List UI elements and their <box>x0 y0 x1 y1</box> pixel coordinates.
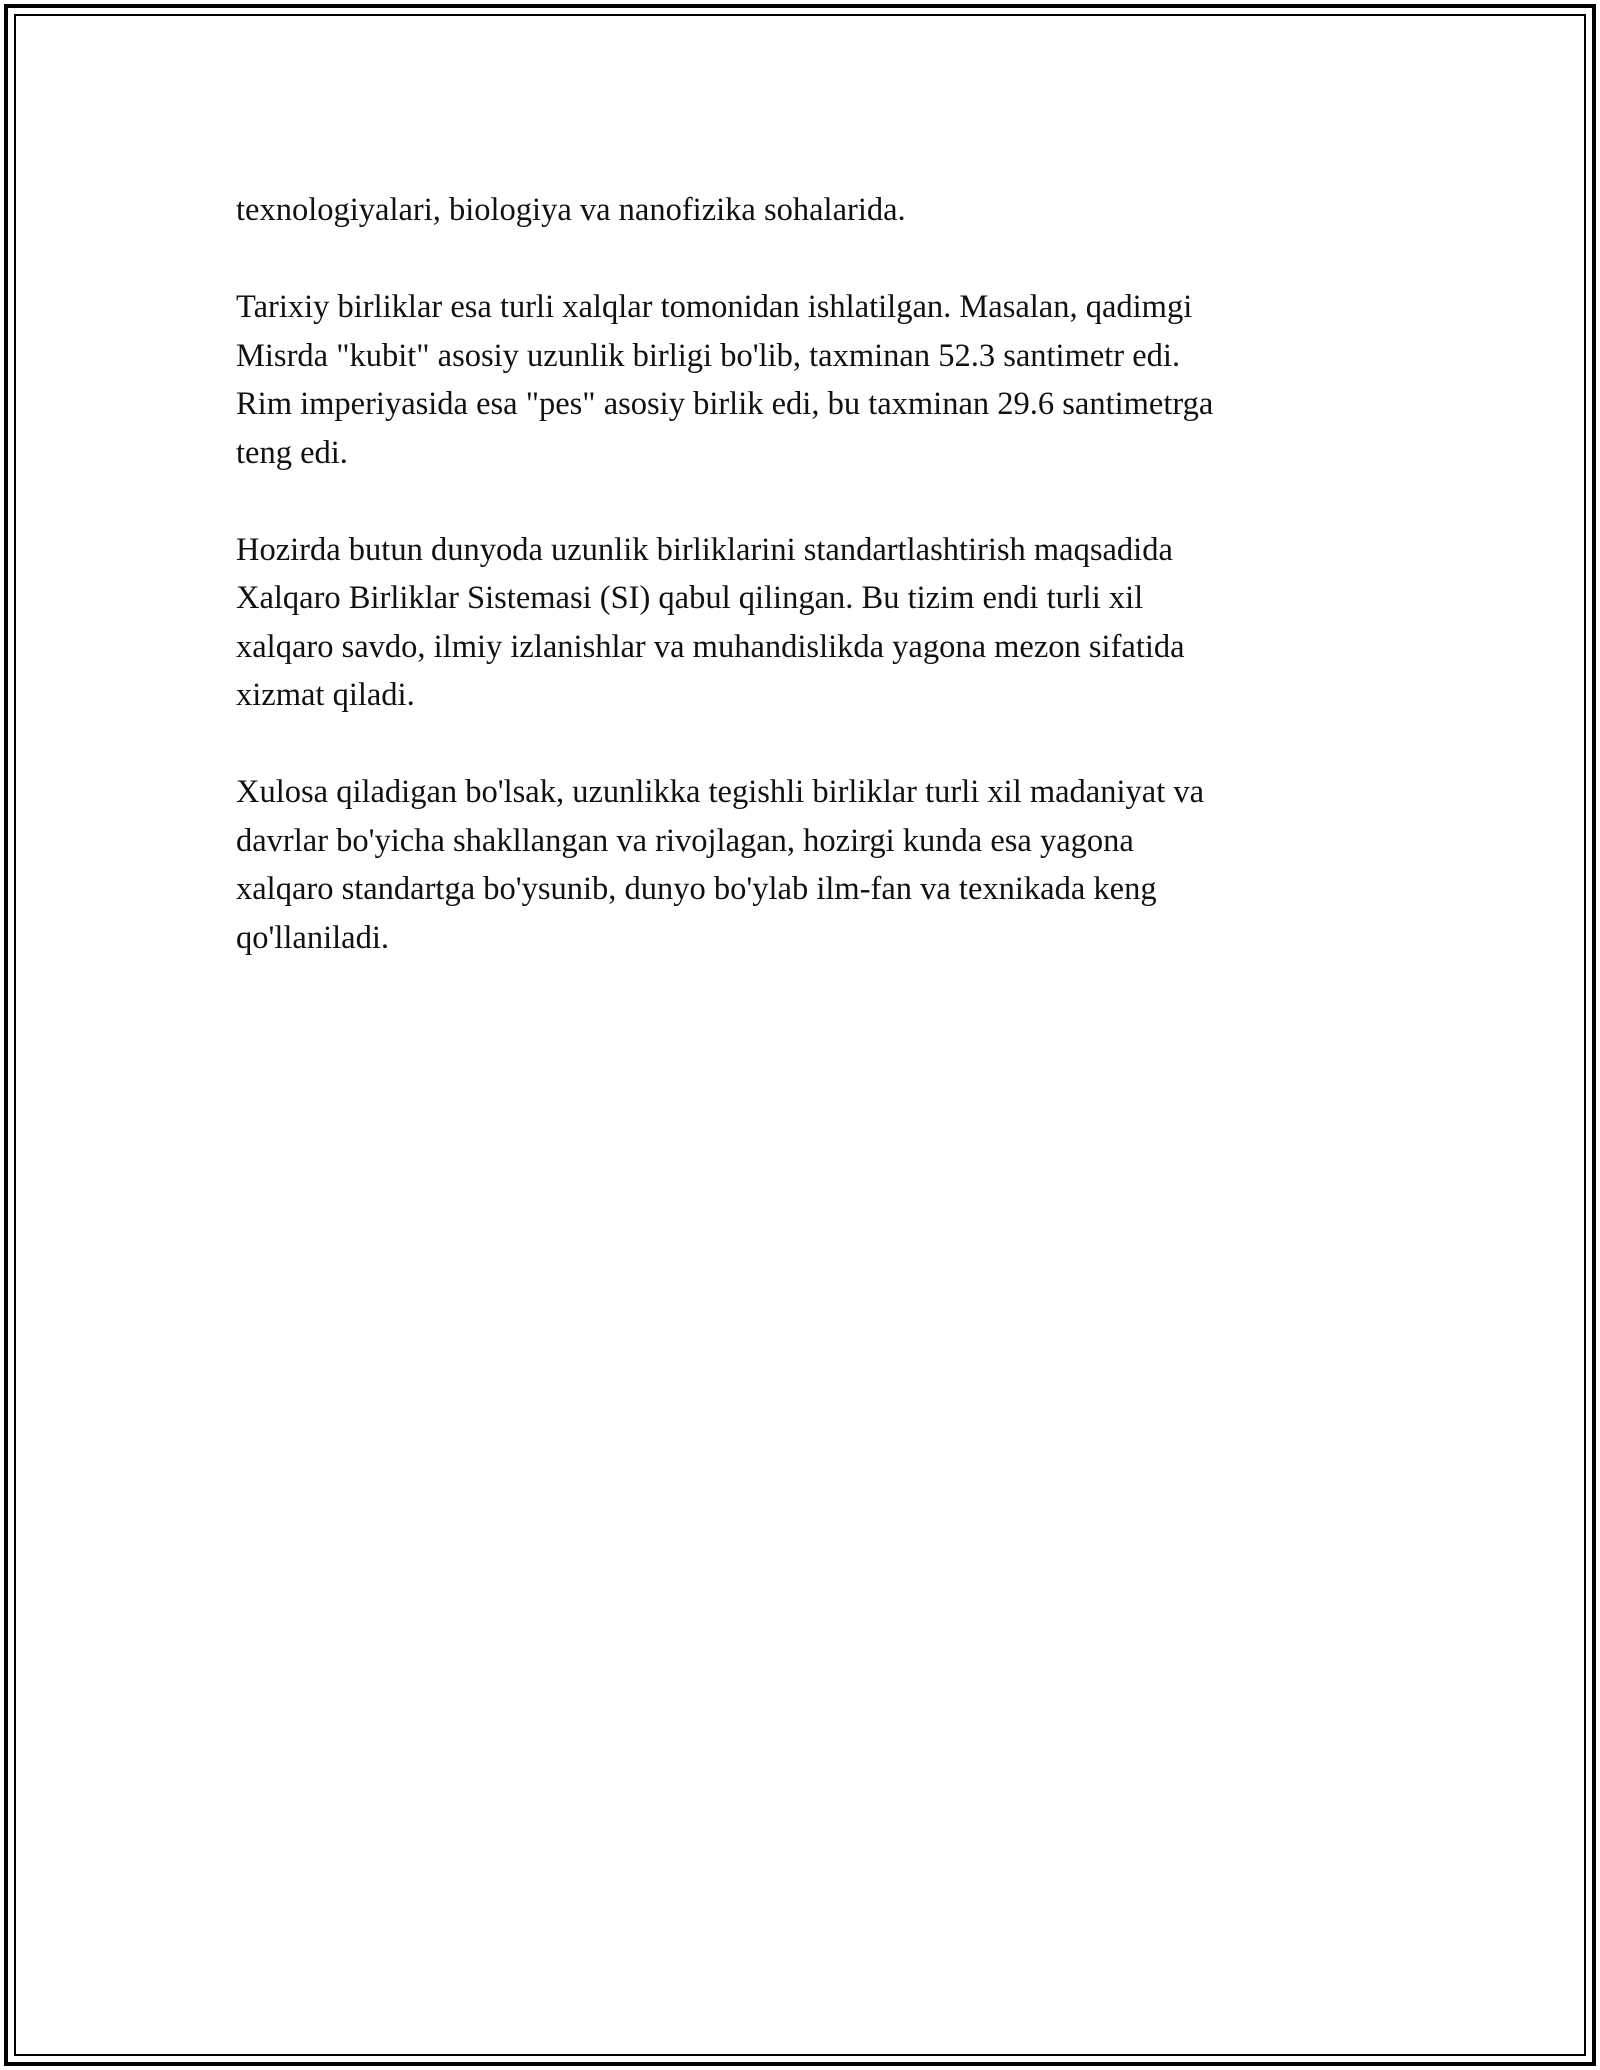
paragraph-si-system: Hozirda butun dunyoda uzunlik birliklarini standartlashtirish maqsadida Xalqaro Birliklar Sistemasi (SI) qabul qilingan. Bu tizim endi turli xil xalqaro savdo, ilmiy izlanishlar va muhandislikda yagona mezon sifatida xizmat qiladi. <box>236 531 1185 713</box>
document-body <box>236 186 1366 1011</box>
paragraph-conclusion: Xulosa qiladigan bo'lsak, uzunlikka tegishli birliklar turli xil madaniyat va davrlar bo'yicha shakllangan va rivojlagan, hozirgi kunda esa yagona xalqaro standartga bo'ysunib, dunyo bo'ylab ilm-fan va texnikada keng qo'llaniladi. <box>236 774 1205 956</box>
paragraph-continuation: texnologiyalari, biologiya va nanofizika sohalarida. <box>236 192 906 228</box>
paragraph-historical-units: Tarixiy birliklar esa turli xalqlar tomonidan ishlatilgan. Masalan, qadimgi Misrda "kubit" asosiy uzunlik birligi bo'lib, taxminan 52.3 santimetr edi. Rim imperiyasida esa "pes" asosiy birlik edi, bu taxminan 29.6 santimetrga teng edi. <box>236 289 1214 471</box>
